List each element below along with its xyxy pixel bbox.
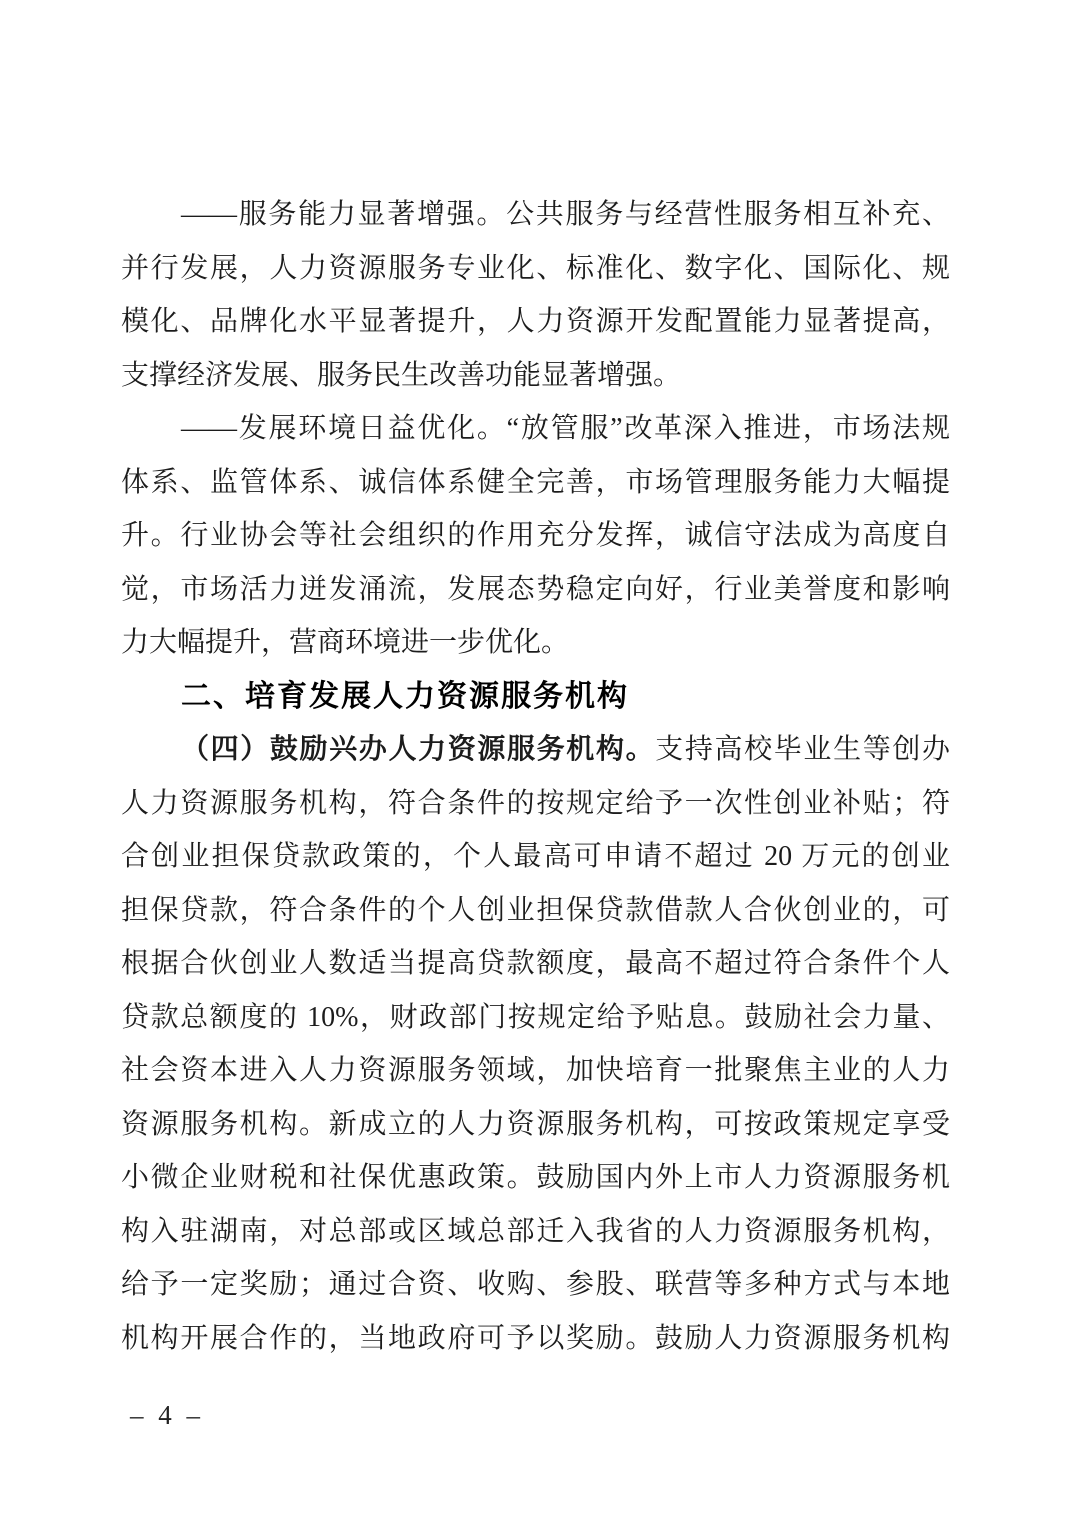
text-line: 小微企业财税和社保优惠政策。鼓励国内外上市人力资源服务机	[121, 1162, 950, 1193]
text-line: 贷款总额度的 10%，财政部门按规定给予贴息。鼓励社会力量、	[121, 1001, 950, 1033]
page-number: – 4 –	[130, 1400, 204, 1430]
clause-lead-rest: 支持高校毕业生等创办	[655, 734, 950, 765]
text-line: 体系、监管体系、诚信体系健全完善，市场管理服务能力大幅提	[121, 466, 950, 498]
text-line: 觉，市场活力迸发涌流，发展态势稳定向好，行业美誉度和影响	[121, 573, 950, 605]
text-line: ——发展环境日益优化。“放管服”改革深入推进，市场法规	[181, 413, 950, 444]
text-line: 升。行业协会等社会组织的作用充分发挥，诚信守法成为高度自	[121, 520, 950, 551]
document-body	[121, 188, 950, 1365]
section-heading: 二、培育发展人力资源服务机构	[181, 679, 629, 713]
clause-lead: （四）鼓励兴办人力资源服务机构。	[181, 734, 656, 765]
text-line: 担保贷款，符合条件的个人创业担保贷款借款人合伙创业的，可	[121, 894, 950, 926]
text-line: 给予一定奖励；通过合资、收购、参股、联营等多种方式与本地	[121, 1269, 950, 1300]
text-line: ——服务能力显著增强。公共服务与经营性服务相互补充、	[181, 199, 950, 230]
text-line: 社会资本进入人力资源服务领域，加快培育一批聚焦主业的人力	[121, 1055, 950, 1086]
text-line: 力大幅提升，营商环境进一步优化。	[121, 627, 570, 658]
text-line: 支撑经济发展、服务民生改善功能显著增强。	[121, 359, 682, 391]
text-line: 资源服务机构。新成立的人力资源服务机构，可按政策规定享受	[121, 1108, 950, 1140]
text-line: 并行发展，人力资源服务专业化、标准化、数字化、国际化、规	[121, 252, 950, 284]
text-line: 构入驻湖南，对总部或区域总部迁入我省的人力资源服务机构，	[121, 1215, 950, 1247]
text-line: 合创业担保贷款政策的，个人最高可申请不超过 20 万元的创业	[121, 841, 950, 872]
text-line: 根据合伙创业人数适当提高贷款额度，最高不超过符合条件个人	[121, 948, 950, 979]
text-line: 机构开展合作的，当地政府可予以奖励。鼓励人力资源服务机构	[121, 1322, 950, 1354]
text-line: 人力资源服务机构，符合条件的按规定给予一次性创业补贴；符	[121, 787, 950, 819]
text-line	[121, 723, 950, 777]
text-line: 模化、品牌化水平显著提升，人力资源开发配置能力显著提高，	[121, 306, 950, 337]
